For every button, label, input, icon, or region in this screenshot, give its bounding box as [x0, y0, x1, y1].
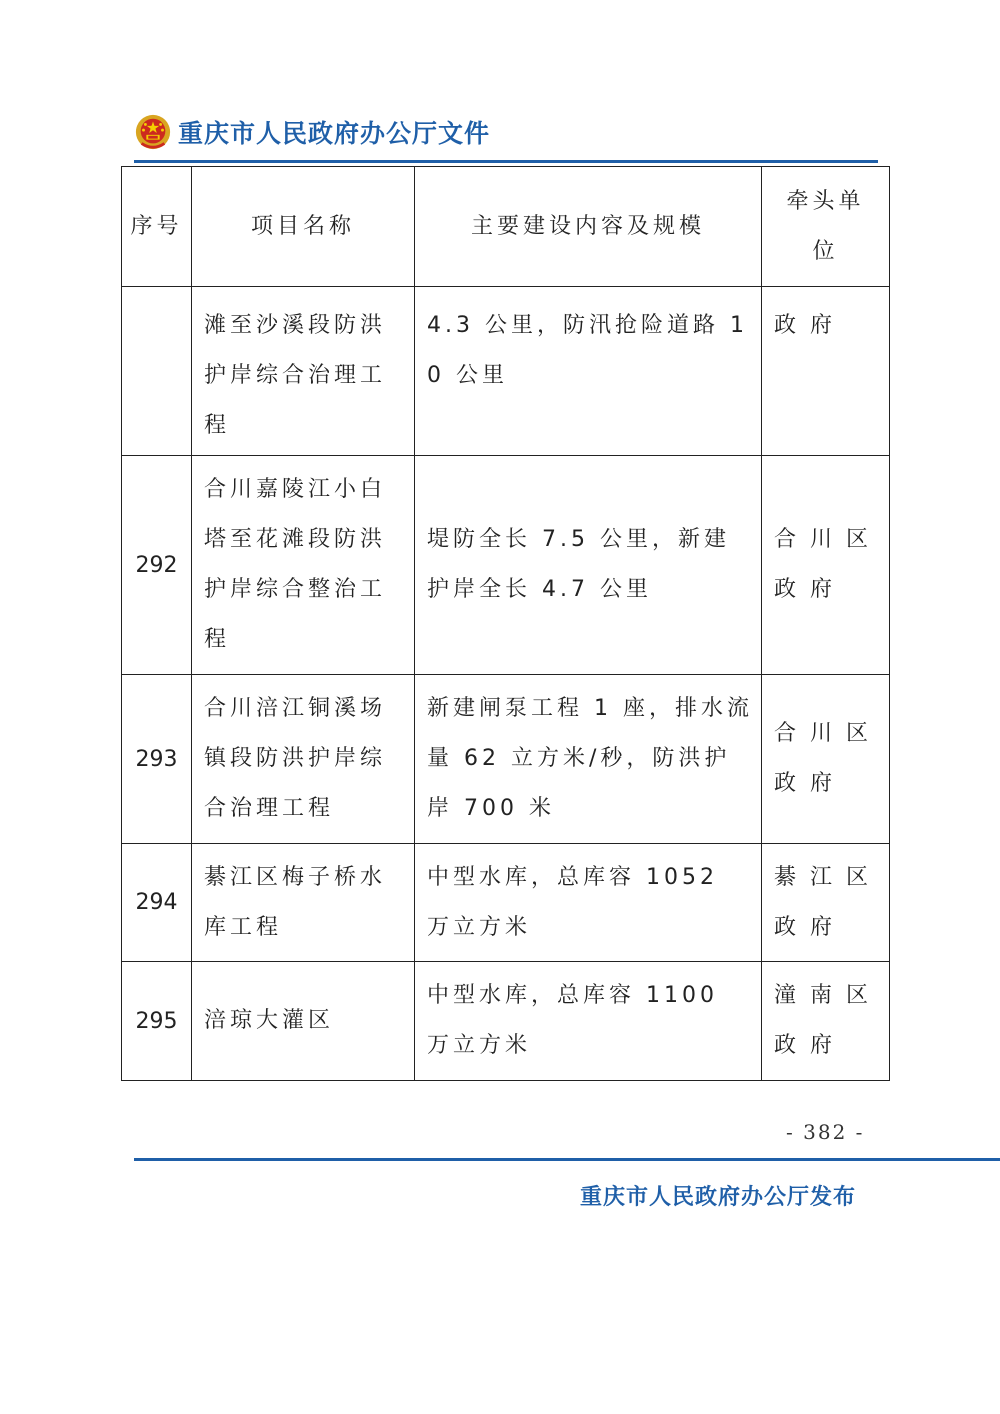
row-project-name: 合川嘉陵江小白塔至花滩段防洪护岸综合整治工程: [192, 456, 415, 675]
footer-divider: [134, 1158, 1000, 1161]
row-lead-unit: 合川区政府: [762, 456, 890, 675]
row-lead-unit: 合川区政府: [762, 675, 890, 844]
row-content: 中型水库，总库容 1052 万立方米: [415, 844, 762, 962]
row-content: 堤防全长 7.5 公里，新建护岸全长 4.7 公里: [415, 456, 762, 675]
footer-publisher: 重庆市人民政府办公厅发布: [580, 1184, 857, 1210]
header-title: 重庆市人民政府办公厅文件: [178, 119, 491, 148]
row-lead-unit: 潼南区政府: [762, 962, 890, 1081]
row-seq: 294: [122, 844, 192, 962]
row-seq: 295: [122, 962, 192, 1081]
row-content: 中型水库，总库容 1100 万立方米: [415, 962, 762, 1081]
table-row: [122, 675, 890, 844]
row-lead-unit: 政府: [762, 287, 890, 456]
page-number: - 382 -: [786, 1120, 865, 1144]
column-header-seq: 序号: [122, 167, 192, 287]
header-divider: [134, 160, 878, 163]
row-seq: 292: [122, 456, 192, 675]
column-header-unit: 牵头单位: [762, 167, 890, 287]
national-emblem-icon: [134, 113, 172, 151]
row-lead-unit: 綦江区政府: [762, 844, 890, 962]
table-row: [122, 287, 890, 456]
table-row: [122, 962, 890, 1081]
column-header-name: 项目名称: [192, 167, 415, 287]
row-project-name: 合川涪江铜溪场镇段防洪护岸综合治理工程: [192, 675, 415, 844]
row-content: 4.3 公里，防汛抢险道路 10 公里: [415, 287, 762, 456]
document-header: [134, 104, 490, 160]
table-row: [122, 456, 890, 675]
column-header-content: 主要建设内容及规模: [415, 167, 762, 287]
row-project-name: 滩至沙溪段防洪护岸综合治理工程: [192, 287, 415, 456]
table-header-row: [122, 167, 890, 287]
row-seq: 293: [122, 675, 192, 844]
row-project-name: 涪琼大灌区: [192, 962, 415, 1081]
row-content: 新建闸泵工程 1 座，排水流量 62 立方米/秒，防洪护岸 700 米: [415, 675, 762, 844]
row-project-name: 綦江区梅子桥水库工程: [192, 844, 415, 962]
project-table: [121, 166, 890, 1081]
table-row: [122, 844, 890, 962]
row-seq: [122, 287, 192, 456]
